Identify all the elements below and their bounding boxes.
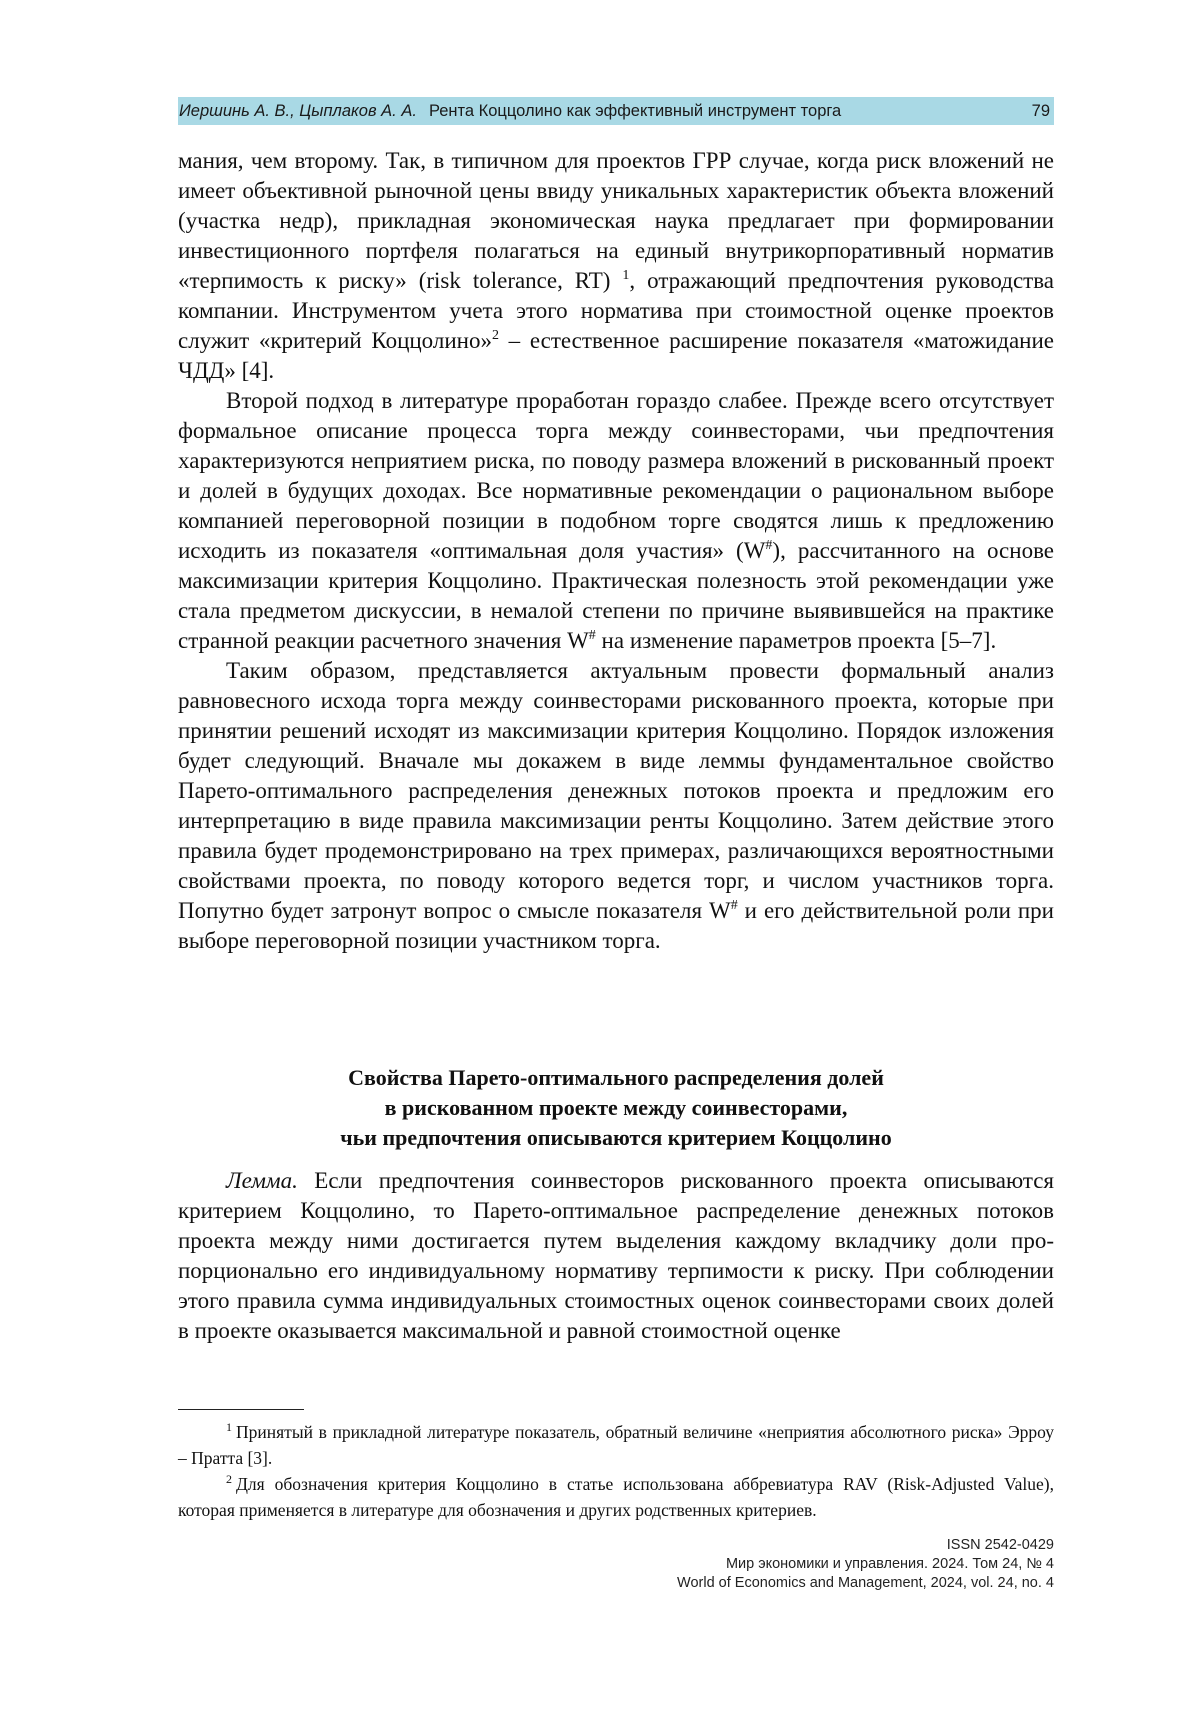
footnote-2 bbox=[178, 1471, 1054, 1523]
section-title-line-1: Свойства Парето-оптимального распределения долей bbox=[348, 1065, 884, 1090]
footnote-ref-2[interactable]: 2 bbox=[491, 328, 499, 343]
footnote-mark-1: 1 bbox=[226, 1420, 232, 1434]
footnote-text-2: Для обозначения критерия Коццолино в статье использована аббревиатура RAV (Risk-Adjusted Value), которая применяется в литературе для обозначения и других родственных критериев. bbox=[178, 1474, 1054, 1520]
running-head-left bbox=[179, 102, 841, 121]
running-head-title: Рента Коццолино как эффективный инструмент торга bbox=[428, 101, 842, 120]
paragraph-3 bbox=[178, 656, 1054, 956]
paragraph-2-part-c: на изменение параметров проекта [5–7]. bbox=[595, 628, 997, 653]
lemma-paragraph bbox=[178, 1166, 1054, 1346]
journal-en: World of Economics and Management, 2024, vol. 24, no. 4 bbox=[677, 1575, 1054, 1591]
footnotes bbox=[178, 1419, 1054, 1523]
running-head-authors: Иершинь А. В., Цыплаков А. А. bbox=[179, 101, 417, 120]
footnote-rule bbox=[178, 1409, 304, 1410]
superscript-hash: # bbox=[730, 898, 738, 913]
lemma-label: Лемма. bbox=[226, 1168, 298, 1193]
colophon bbox=[578, 1536, 1054, 1593]
paragraph-3-part-b: и его действительной роли при выборе переговорной позиции участником торга. bbox=[178, 898, 1054, 953]
running-head bbox=[178, 97, 1054, 125]
issn: ISSN 2542-0429 bbox=[946, 1537, 1054, 1553]
footnote-mark-2: 2 bbox=[226, 1472, 232, 1486]
lemma-text: Если предпочтения соинвесторов рискованного проекта описываются критерием Коццолино, то Парето-оптимальное распределение денежных потоков проекта между ними достигается путем выделения каждому вкладчику доли пропорционально его индивидуальному нормативу терпимости к риску. При соблюдении этого правила сумма индивидуальных стоимостных оценок соинвесторами своих долей в проекте оказывается максимальной и равной стоимостной оценке bbox=[178, 1168, 1054, 1343]
section-title bbox=[178, 1063, 1054, 1153]
section-title-line-3: чьи предпочтения описываются критерием Коццолино bbox=[340, 1125, 892, 1150]
paragraph-1-part-b: , отражающий предпочтения руководства компании. Инструментом учета этого норматива при стоимостной оценке проектов служит «критерий Коццолино» bbox=[178, 268, 1054, 353]
superscript-hash: # bbox=[765, 538, 773, 553]
paragraph-2-part-a: Второй подход в литературе проработан гораздо слабее. Прежде всего отсутствует формальное описание процесса торга между соинвесторами, чьи предпочтения характеризуются неприятием риска, по поводу размера вложений в рискованный проект и долей в будущих доходах. Все нормативные рекомендации о рациональном выборе компанией переговорной позиции в подобном торге сводятся лишь к предложению исходить из показателя «оптимальная доля участия» (W bbox=[178, 388, 1054, 563]
superscript-hash: # bbox=[588, 628, 596, 643]
paragraph-1 bbox=[178, 146, 1054, 386]
footnote-text-1: Принятый в прикладной литературе показатель, обратный величине «неприятия абсолютного риска» Эрроу – Пратта [3]. bbox=[178, 1422, 1054, 1468]
body-text bbox=[178, 146, 1054, 956]
lemma bbox=[178, 1166, 1054, 1346]
section-title-line-2: в рискованном проекте между соинвесторами, bbox=[384, 1095, 848, 1120]
footnote-ref-1[interactable]: 1 bbox=[622, 268, 630, 283]
paragraph-2-part-b: ), рассчитанного на основе максимизации критерия Коццолино. Практическая полезность этой рекомендации уже стала предметом дискуссии, в немалой степени по причине выявившейся на практике странной реакции расчетного значения W bbox=[178, 538, 1055, 653]
page-number: 79 bbox=[1031, 101, 1050, 120]
paragraph-2 bbox=[178, 386, 1054, 656]
paragraph-1-part-c: – естественное расширение показателя «матожидание ЧДД» [4]. bbox=[178, 328, 1054, 383]
paragraph-3-part-a: Таким образом, представляется актуальным провести формальный анализ равновесного исхода торга между соинвесторами рискованного проекта, которые при принятии решений исходят из максимизации критерия Коццолино. Порядок изложения будет следующий. Вначале мы докажем в виде леммы фундаментальное свойство Парето-оптимального распределения денежных потоков проекта и предложим его интерпретацию в виде правила максимизации ренты Коццолино. Затем действие этого правила будет продемонстрировано на трех примерах, различающихся вероятностными свойствами проекта, по поводу которого ведется торг, и числом участников торга. Попутно будет затронут вопрос о смысле показателя W bbox=[178, 658, 1054, 923]
paragraph-1-part-a: мания, чем второму. Так, в типичном для проектов ГРР случае, когда риск вложений не имеет объективной рыночной цены ввиду уникальных характеристик объекта вложений (участка недр), прикладная экономическая наука предлагает при формировании инвестиционного портфеля полагаться на единый внутрикорпоративный норматив «терпимость к риску» (risk tolerance, RT) bbox=[178, 148, 1054, 293]
footnote-1 bbox=[178, 1419, 1054, 1471]
journal-ru: Мир экономики и управления. 2024. Том 24, № 4 bbox=[725, 1556, 1054, 1572]
